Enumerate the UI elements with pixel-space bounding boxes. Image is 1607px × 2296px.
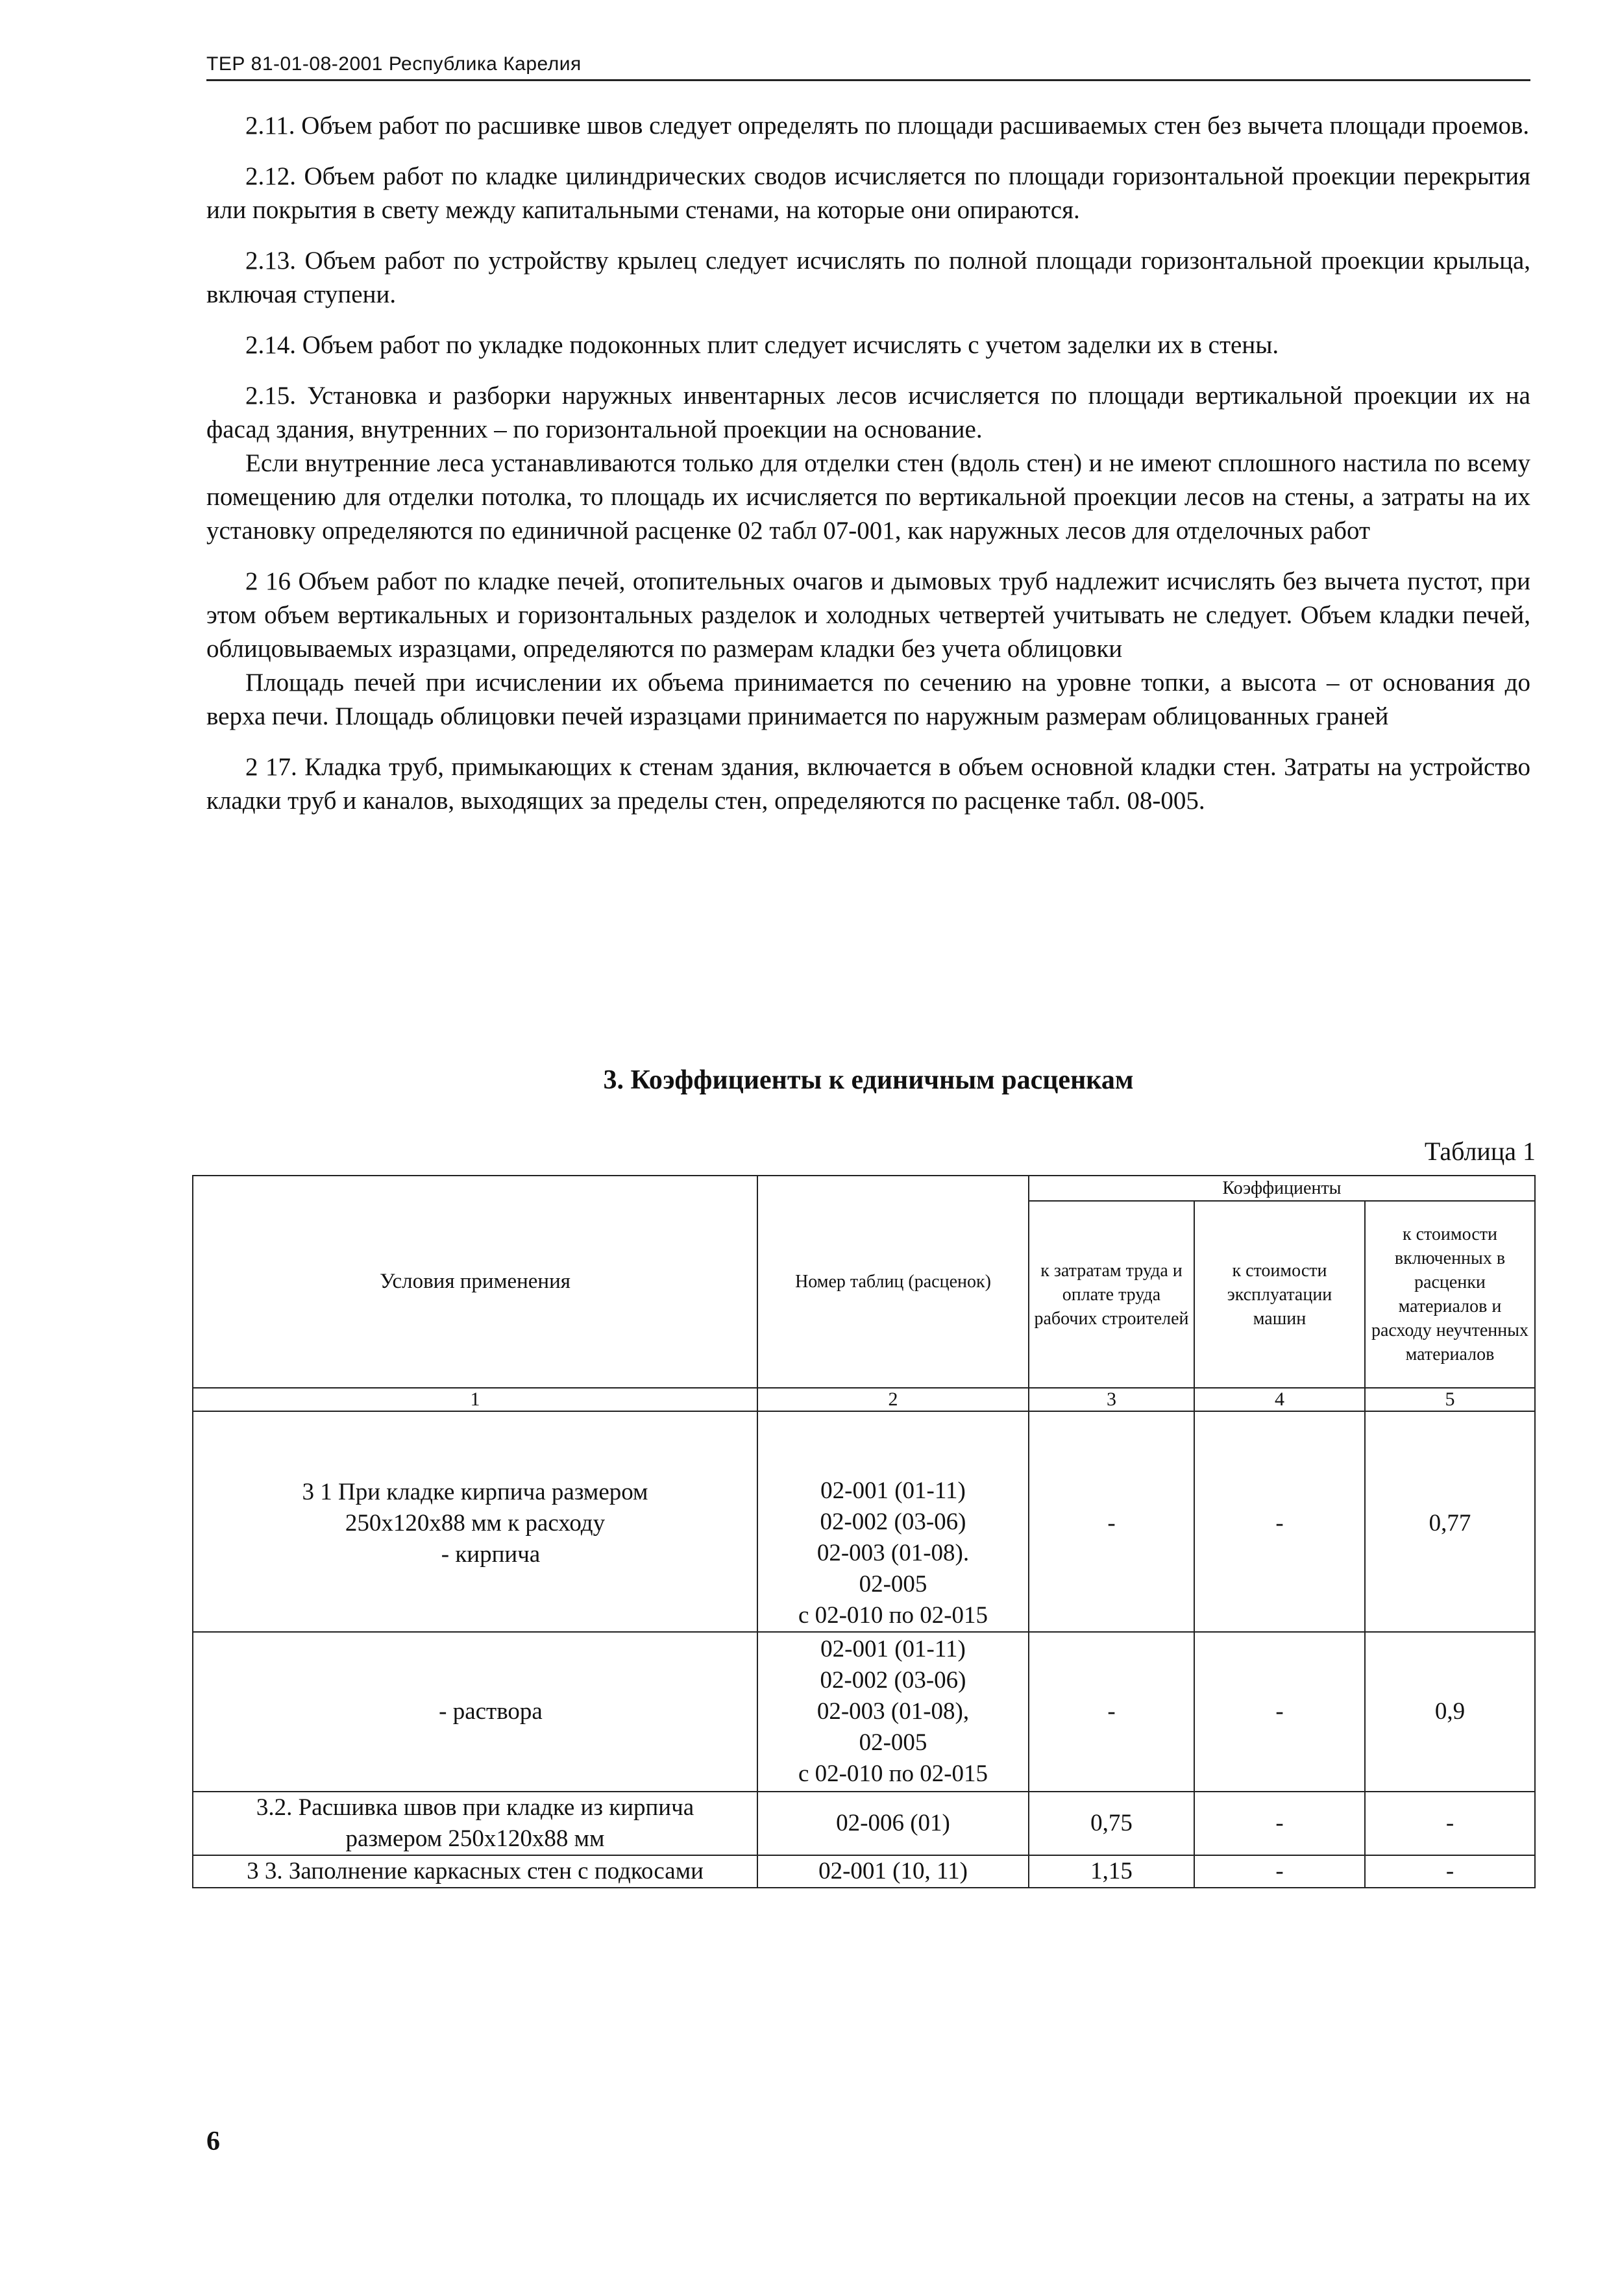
paragraph-inner-scaffolding: Если внутренние леса устанавливаются только для отделки стен (вдоль стен) и не имеют сплошного настила по всему помещению для отделки потолка, то площадь их исчисляется по вертикальной проекции лесов на стены, а затраты на их установку определяются по единичной расценке 02 табл 07-001, как наружных лесов для отделочных работ <box>206 449 1530 545</box>
materials-coef-cell: 0,9 <box>1365 1632 1535 1792</box>
table-numbers-cell: 02-006 (01) <box>757 1792 1029 1855</box>
paragraph-2-14: 2.14. Объем работ по укладке подоконных плит следует исчислять с учетом заделки их в стены. <box>245 331 1279 359</box>
col-number: 2 <box>757 1388 1029 1411</box>
col-number: 3 <box>1029 1388 1194 1411</box>
table-label: Таблица 1 <box>1424 1137 1536 1166</box>
machines-coef-cell: - <box>1194 1632 1365 1792</box>
col-number: 5 <box>1365 1388 1535 1411</box>
paragraph-2-15: 2.15. Установка и разборки наружных инвентарных лесов исчисляется по площади вертикальной проекции их на фасад здания, внутренних – по горизонтальной проекции на основание. <box>206 382 1530 443</box>
body-text <box>206 109 1530 818</box>
document-header: ТЕР 81-01-08-2001 Республика Карелия <box>206 53 1530 81</box>
table-numbers-cell: 02-001 (01-11) 02-002 (03-06) 02-003 (01-08), 02-005 с 02-010 по 02-015 <box>757 1632 1029 1792</box>
materials-coef-cell: 0,77 <box>1365 1411 1535 1632</box>
table-row <box>193 1855 1535 1888</box>
paragraph-2-17: 2 17. Кладка труб, примыкающих к стенам здания, включается в объем основной кладки стен. Затраты на устройство кладки труб и каналов, выходящих за пределы стен, определяются по расценке табл. 08-005. <box>206 753 1530 815</box>
paragraph-2-12: 2.12. Объем работ по кладке цилиндрических сводов исчисляется по площади горизонтальной проекции перекрытия или покрытия в свету между капитальными стенами, на которые они опираются. <box>206 162 1530 224</box>
labor-coef-cell: 0,75 <box>1029 1792 1194 1855</box>
col-number: 4 <box>1194 1388 1365 1411</box>
materials-coef-cell: - <box>1365 1855 1535 1888</box>
paragraph-2-11: 2.11. Объем работ по расшивке швов следует определять по площади расшиваемых стен без вычета площади проемов. <box>245 112 1530 140</box>
labor-coef-cell: - <box>1029 1411 1194 1632</box>
col-header-materials: к стоимости включенных в расценки материалов и расходу неучтенных материалов <box>1365 1201 1535 1388</box>
condition-cell: 3 3. Заполнение каркасных стен с подкосами <box>193 1855 757 1888</box>
condition-cell: 3 1 При кладке кирпича размером 250х120х88 мм к расходу - кирпича <box>193 1411 757 1632</box>
table-row <box>193 1411 1535 1632</box>
labor-coef-cell: - <box>1029 1632 1194 1792</box>
page-number: 6 <box>206 2127 220 2156</box>
paragraph-stove-area: Площадь печей при исчислении их объема принимается по сечению на уровне топки, а высота – от основания до верха печи. Площадь облицовки печей изразцами принимается по наружным размерам облицованных граней <box>206 669 1530 730</box>
condition-cell: 3.2. Расшивка швов при кладке из кирпича размером 250х120х88 мм <box>193 1792 757 1855</box>
table-row <box>193 1632 1535 1792</box>
coefficients-table <box>192 1175 1536 1888</box>
machines-coef-cell: - <box>1194 1411 1365 1632</box>
col-header-machines: к стоимости эксплуатации машин <box>1194 1201 1365 1388</box>
machines-coef-cell: - <box>1194 1855 1365 1888</box>
paragraph-2-13: 2.13. Объем работ по устройству крылец следует исчислять по полной площади горизонтальной проекции крыльца, включая ступени. <box>206 247 1530 308</box>
col-header-conditions: Условия применения <box>193 1176 757 1388</box>
section-title: 3. Коэффициенты к единичным расценкам <box>603 1065 1134 1095</box>
table-numbers-cell: 02-001 (01-11) 02-002 (03-06) 02-003 (01-08). 02-005 с 02-010 по 02-015 <box>757 1411 1029 1632</box>
condition-cell: - раствора <box>193 1632 757 1792</box>
col-header-coefficients-group: Коэффициенты <box>1029 1176 1535 1201</box>
materials-coef-cell: - <box>1365 1792 1535 1855</box>
table-row <box>193 1792 1535 1855</box>
col-number: 1 <box>193 1388 757 1411</box>
paragraph-2-16: 2 16 Объем работ по кладке печей, отопительных очагов и дымовых труб надлежит исчислять без вычета пустот, при этом объем вертикальных и горизонтальных разделок и холодных четвертей учитывать не следует. Объем кладки печей, облицовываемых изразцами, определяются по размерам кладки без учета облицовки <box>206 567 1530 663</box>
table-numbers-cell: 02-001 (10, 11) <box>757 1855 1029 1888</box>
col-header-table-numbers: Номер таблиц (расценок) <box>757 1176 1029 1388</box>
labor-coef-cell: 1,15 <box>1029 1855 1194 1888</box>
col-header-labor: к затратам труда и оплате труда рабочих строителей <box>1029 1201 1194 1388</box>
machines-coef-cell: - <box>1194 1792 1365 1855</box>
